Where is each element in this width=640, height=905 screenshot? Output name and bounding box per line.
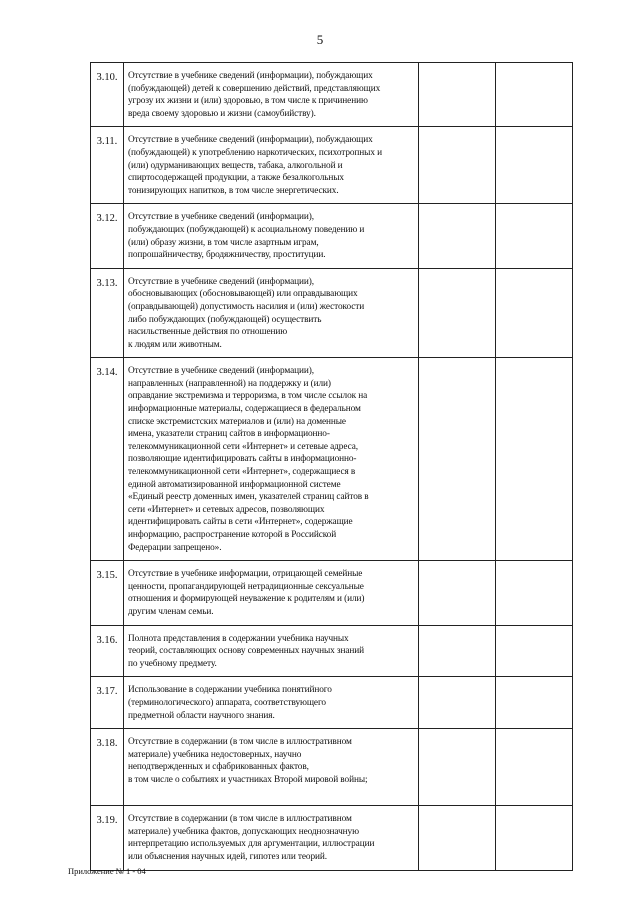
table-row bbox=[91, 63, 573, 127]
table-row bbox=[91, 127, 573, 204]
criterion-number: 3.10. bbox=[91, 63, 124, 127]
assessment-cell[interactable] bbox=[419, 561, 496, 625]
assessment-cell[interactable] bbox=[419, 806, 496, 870]
table-row bbox=[91, 677, 573, 729]
criterion-text: Отсутствие в учебнике информации, отрицающей семейные ценности, пропагандирующей нетрадиционные сексуальные отношения и формирующей неуважение к родителям и (или) другим членам семьи. bbox=[124, 561, 419, 625]
criterion-text: Использование в содержании учебника понятийного (терминологического) аппарата, соответствующего предметной области научного знания. bbox=[124, 677, 419, 729]
table-row bbox=[91, 806, 573, 870]
criterion-text: Отсутствие в содержании (в том числе в иллюстративном материале) учебника недостоверных, научно неподтвержденных и сфабрикованных фактов, в том числе о событиях и участниках Второй мировой войны; bbox=[124, 729, 419, 806]
comment-cell[interactable] bbox=[496, 561, 573, 625]
assessment-cell[interactable] bbox=[419, 268, 496, 358]
page-number: 5 bbox=[316, 32, 324, 47]
table-row bbox=[91, 358, 573, 561]
table-row bbox=[91, 729, 573, 806]
comment-cell[interactable] bbox=[496, 268, 573, 358]
assessment-cell[interactable] bbox=[419, 729, 496, 806]
criterion-number: 3.15. bbox=[91, 561, 124, 625]
comment-cell[interactable] bbox=[496, 729, 573, 806]
criteria-table bbox=[90, 62, 573, 871]
criteria-table-body bbox=[91, 63, 573, 871]
criterion-text: Полнота представления в содержании учебника научных теорий, составляющих основу современных научных знаний по учебному предмету. bbox=[124, 625, 419, 677]
table-row bbox=[91, 561, 573, 625]
table-row bbox=[91, 625, 573, 677]
criterion-text: Отсутствие в содержании (в том числе в иллюстративном материале) учебника фактов, допускающих неоднозначную интерпретацию используемых для аргументации, иллюстрации или объяснения научных идей, гипотез или теорий. bbox=[124, 806, 419, 870]
criterion-number: 3.19. bbox=[91, 806, 124, 870]
assessment-cell[interactable] bbox=[419, 677, 496, 729]
criterion-text: Отсутствие в учебнике сведений (информации), побуждающих (побуждающей) к асоциальному поведению и (или) образу жизни, в том числе азартным играм, попрошайничеству, бродяжничеству, проституции. bbox=[124, 204, 419, 268]
comment-cell[interactable] bbox=[496, 358, 573, 561]
comment-cell[interactable] bbox=[496, 63, 573, 127]
criterion-number: 3.13. bbox=[91, 268, 124, 358]
criterion-number: 3.18. bbox=[91, 729, 124, 806]
assessment-cell[interactable] bbox=[419, 204, 496, 268]
comment-cell[interactable] bbox=[496, 806, 573, 870]
assessment-cell[interactable] bbox=[419, 127, 496, 204]
assessment-cell[interactable] bbox=[419, 63, 496, 127]
assessment-cell[interactable] bbox=[419, 358, 496, 561]
assessment-cell[interactable] bbox=[419, 625, 496, 677]
comment-cell[interactable] bbox=[496, 677, 573, 729]
criterion-number: 3.17. bbox=[91, 677, 124, 729]
criterion-number: 3.11. bbox=[91, 127, 124, 204]
criterion-text: Отсутствие в учебнике сведений (информации), обосновывающих (обосновывающей) или оправдывающих (оправдывающей) допустимость насилия и (или) жестокости либо побуждающих (побуждающей) осуществить насильственные действия по отношению к людям или животным. bbox=[124, 268, 419, 358]
footer-note: Приложение № 1 - 04 bbox=[68, 866, 146, 876]
criterion-text: Отсутствие в учебнике сведений (информации), побуждающих (побуждающей) детей к совершению действий, представляющих угрозу их жизни и (или) здоровью, в том числе к причинению вреда своему здоровью и жизни (самоубийству). bbox=[124, 63, 419, 127]
criterion-text: Отсутствие в учебнике сведений (информации), побуждающих (побуждающей) к употреблению наркотических, психотропных и (или) одурманивающих веществ, табака, алкогольной и спиртосодержащей продукции, а также безалкогольных тонизирующих напитков, в том числе энергетических. bbox=[124, 127, 419, 204]
criterion-text: Отсутствие в учебнике сведений (информации), направленных (направленной) на поддержку и (или) оправдание экстремизма и терроризма, в том числе ссылок на информационные материалы, содержащиеся в федеральном списке экстремистских материалов и (или) на доменные имена, указатели страниц сайтов в информационно- телекоммуникационной сети «Интернет» и сетевые адреса, позволяющие идентифицировать сайты в информационно- телекоммуникационной сети «Интернет», содержащиеся в единой автоматизированной информационной системе «Единый реестр доменных имен, указателей страниц сайтов в сети «Интернет» и сетевых адресов, позволяющих идентифицировать сайты в сети «Интернет», содержащие информацию, распространение которой в Российской Федерации запрещено». bbox=[124, 358, 419, 561]
criterion-number: 3.14. bbox=[91, 358, 124, 561]
table-row bbox=[91, 268, 573, 358]
comment-cell[interactable] bbox=[496, 127, 573, 204]
table-row bbox=[91, 204, 573, 268]
criterion-number: 3.12. bbox=[91, 204, 124, 268]
criterion-number: 3.16. bbox=[91, 625, 124, 677]
comment-cell[interactable] bbox=[496, 625, 573, 677]
comment-cell[interactable] bbox=[496, 204, 573, 268]
